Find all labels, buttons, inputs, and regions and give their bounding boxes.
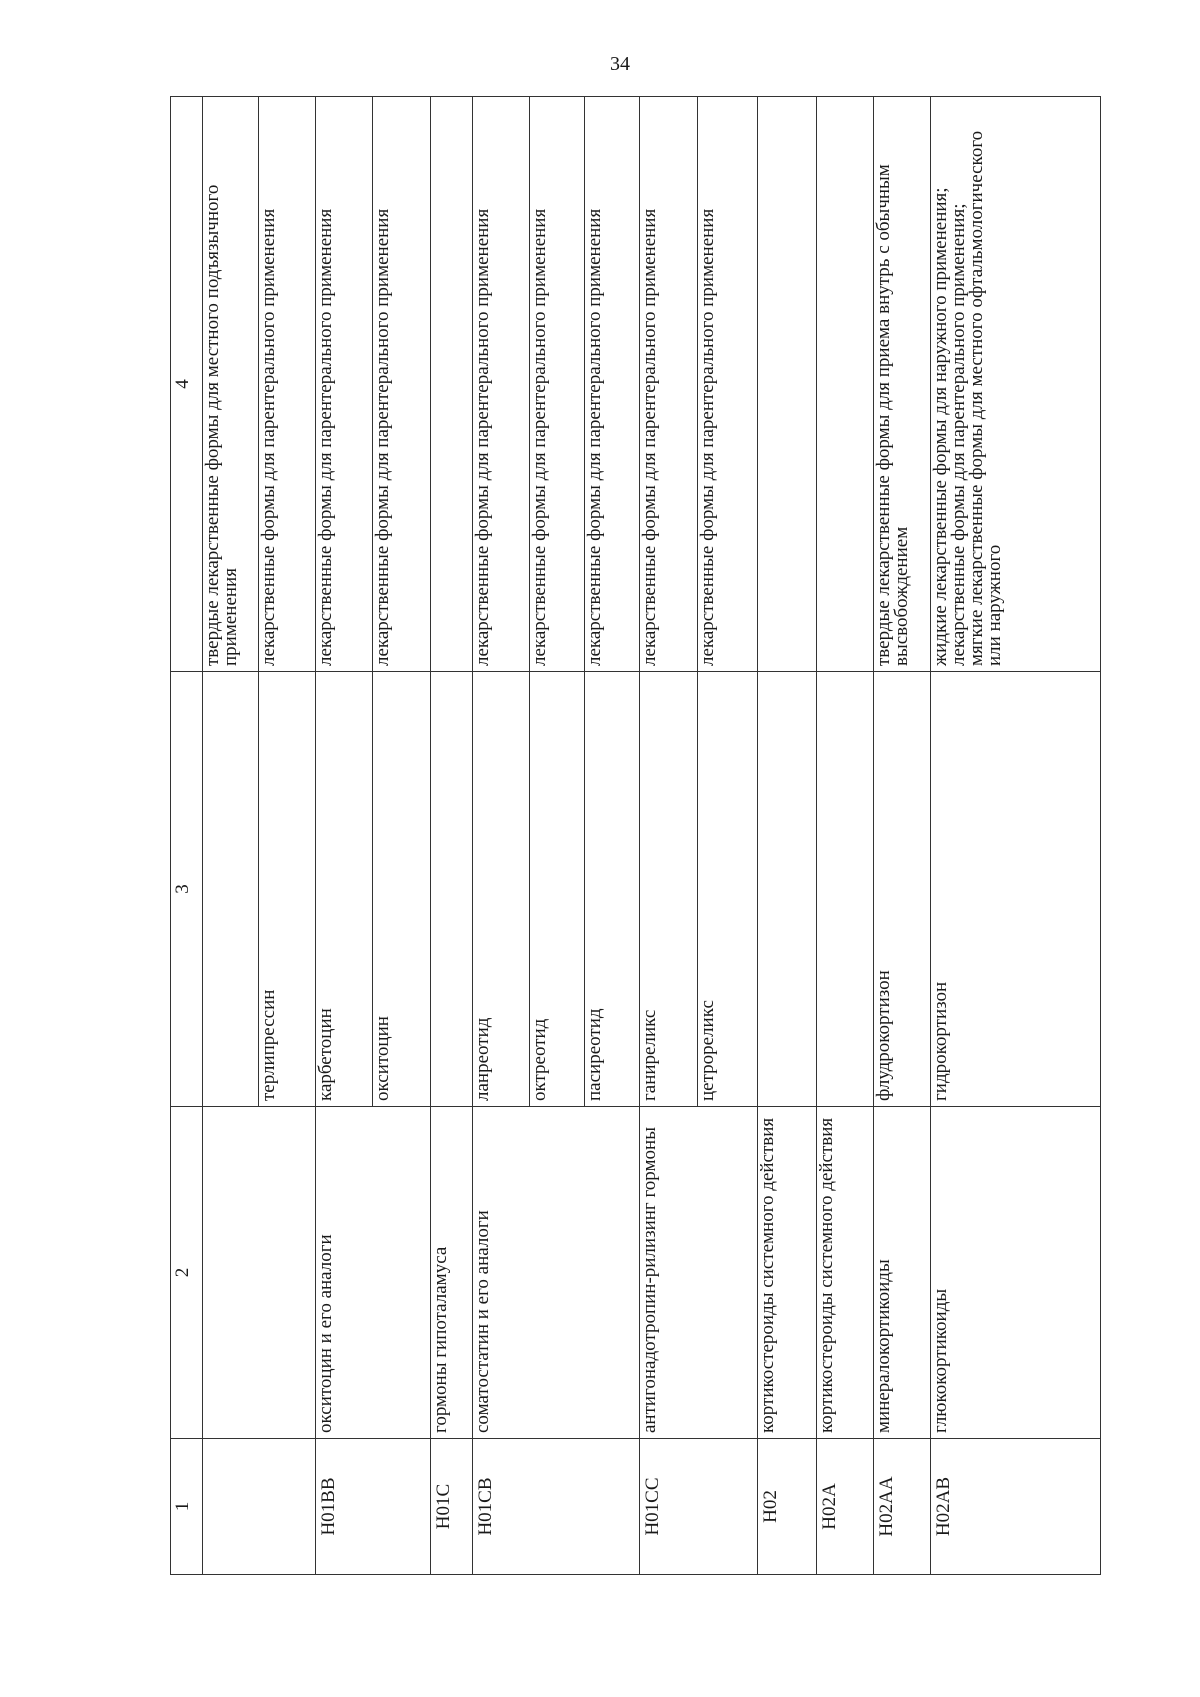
form-cell (758, 97, 817, 672)
form-cell: лекарственные формы для парентерального применения (585, 97, 640, 672)
drug-cell (758, 672, 817, 1107)
table-header-row (171, 97, 203, 1575)
code-cell: H02A (817, 1439, 874, 1575)
group-cell: антигонадотропин-рилизинг гормоны (640, 1107, 758, 1439)
column-header-3: 3 (171, 672, 203, 1107)
code-cell: H02AB (931, 1439, 1101, 1575)
table-row (473, 97, 530, 1575)
group-cell: соматостатин и его аналоги (473, 1107, 640, 1439)
drug-cell: цетрореликс (698, 672, 758, 1107)
drug-cell (431, 672, 473, 1107)
code-cell: H01C (431, 1439, 473, 1575)
column-header-2: 2 (171, 1107, 203, 1439)
form-cell: лекарственные формы для парентерального применения (316, 97, 373, 672)
form-cell: лекарственные формы для парентерального применения (530, 97, 585, 672)
drug-cell: ганиреликс (640, 672, 698, 1107)
table-row (431, 97, 473, 1575)
table-row (203, 97, 259, 1575)
page-number: 34 (610, 53, 630, 75)
group-cell: минералокортикоиды (874, 1107, 931, 1439)
code-cell (203, 1439, 316, 1575)
drug-cell: окситоцин (373, 672, 431, 1107)
code-cell: H01CB (473, 1439, 640, 1575)
form-cell: лекарственные формы для парентерального применения (640, 97, 698, 672)
form-cell: твердые лекарственные формы для местного подъязычного применения (203, 97, 259, 672)
group-cell (203, 1107, 316, 1439)
drug-cell (817, 672, 874, 1107)
table-row (817, 97, 874, 1575)
code-cell: H02AA (874, 1439, 931, 1575)
drug-cell: терлипрессин (259, 672, 316, 1107)
group-cell: окситоцин и его аналоги (316, 1107, 431, 1439)
form-cell: лекарственные формы для парентерального применения (698, 97, 758, 672)
drug-table (170, 96, 1101, 1575)
drug-cell: пасиреотид (585, 672, 640, 1107)
form-cell: жидкие лекарственные формы для наружного применения; лекарственные формы для парентерального применения; мягкие лекарственные формы для местного офтальмологического или наружного (931, 97, 1101, 672)
rotated-table-wrapper (170, 96, 1101, 1575)
table-row (758, 97, 817, 1575)
drug-cell: флудрокортизон (874, 672, 931, 1107)
column-header-1: 1 (171, 1439, 203, 1575)
drug-cell: гидрокортизон (931, 672, 1101, 1107)
drug-cell: ланреотид (473, 672, 530, 1107)
form-cell: твердые лекарственные формы для приема внутрь с обычным высвобождением (874, 97, 931, 672)
code-cell: H01BB (316, 1439, 431, 1575)
table-row (874, 97, 931, 1575)
group-cell: глюкокортикоиды (931, 1107, 1101, 1439)
form-cell (431, 97, 473, 672)
table-row (931, 97, 1101, 1575)
form-cell: лекарственные формы для парентерального применения (373, 97, 431, 672)
column-header-4: 4 (171, 97, 203, 672)
drug-cell: октреотид (530, 672, 585, 1107)
group-cell: кортикостероиды системного действия (817, 1107, 874, 1439)
drug-cell: карбетоцин (316, 672, 373, 1107)
table-row (640, 97, 698, 1575)
code-cell: H01CC (640, 1439, 758, 1575)
group-cell: кортикостероиды системного действия (758, 1107, 817, 1439)
drug-cell (203, 672, 259, 1107)
table-row (316, 97, 373, 1575)
code-cell: H02 (758, 1439, 817, 1575)
form-cell: лекарственные формы для парентерального применения (473, 97, 530, 672)
form-cell (817, 97, 874, 672)
group-cell: гормоны гипоталамуса (431, 1107, 473, 1439)
form-cell: лекарственные формы для парентерального применения (259, 97, 316, 672)
